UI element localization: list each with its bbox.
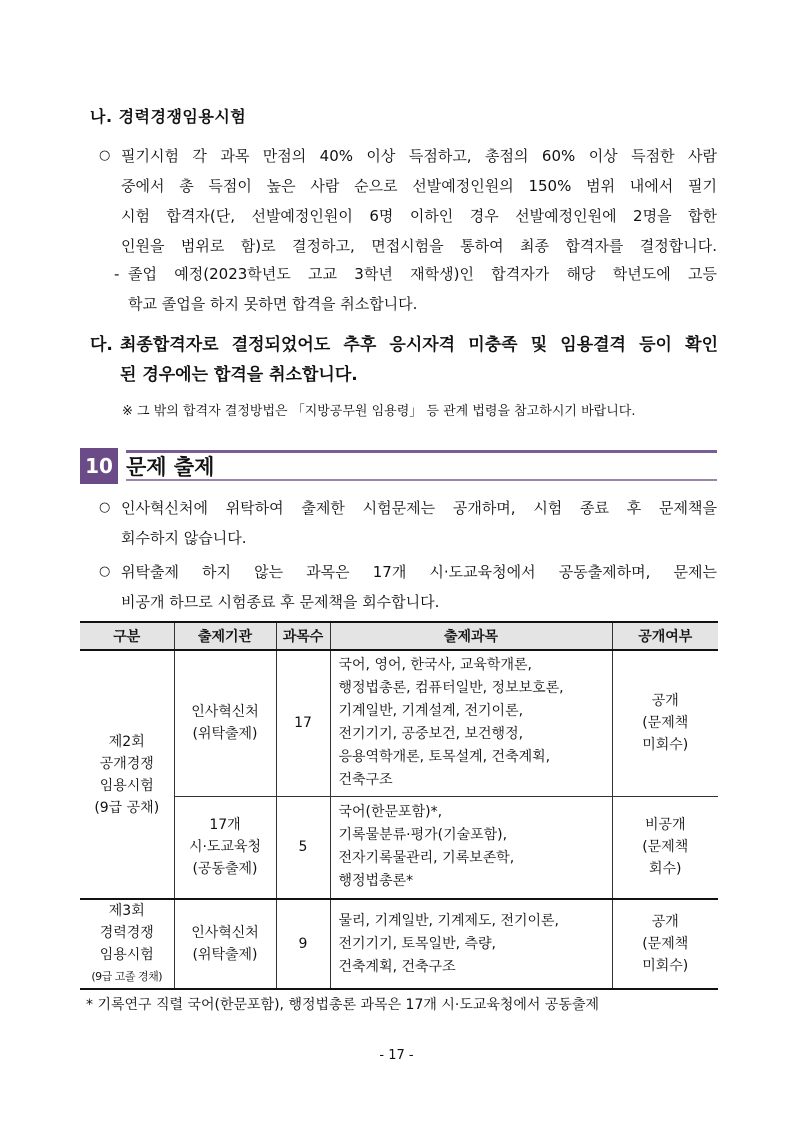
cell-line: 공개 <box>651 914 679 930</box>
agency-cell <box>174 899 276 989</box>
cell-line: (문제책 <box>642 715 689 732</box>
table-row <box>80 899 718 989</box>
cell-line: 기록물분류·평가(기술포함), <box>338 827 508 844</box>
text-line: 회수하지 않습니다. <box>121 529 247 547</box>
exam-question-table <box>80 621 718 990</box>
cell-line: 인사혁신처 <box>191 925 259 941</box>
table-footnote: * 기록연구 직렬 국어(한문포함), 행정법총론 과목은 17개 시·도교육청에서 공동출제 <box>86 997 600 1013</box>
text-line: 중에서 총 득점이 높은 사람 순으로 선발예정인원의 150% 범위 내에서 필기 <box>121 177 717 195</box>
cell-line: 공개 <box>651 693 679 710</box>
cell-line: 건축구조 <box>338 772 393 789</box>
text-line: 위탁출제 하지 않는 과목은 17개 시·도교육청에서 공동출제하며, 문제는 <box>121 563 717 581</box>
section-rule-top <box>126 450 717 453</box>
text-line: 인원을 범위로 함)로 결정하고, 면접시험을 통하여 최종 합격자를 결정합니다. <box>121 237 717 255</box>
cell-line: 물리, 기계일반, 기계제도, 전기이론, <box>338 912 559 929</box>
cell-line: (문제책 <box>642 936 689 952</box>
disclosure-cell <box>612 899 718 989</box>
cell-line: 건축계획, 건축구조 <box>338 958 456 975</box>
cell-line: (공동출제) <box>192 861 258 878</box>
subjects-cell <box>330 650 612 796</box>
section-header-10 <box>80 446 717 486</box>
cell-line: (문제책 <box>642 839 689 856</box>
count-cell: 5 <box>276 796 330 899</box>
disclosure-paragraph-2 <box>99 557 717 617</box>
heading-line: 최종합격자로 결정되었어도 추후 응시자격 미충족 및 임용결격 등이 확인 <box>120 335 718 355</box>
circle-bullet: ○ <box>99 148 111 163</box>
circle-bullet: ○ <box>99 500 111 515</box>
header-subjects: 출제과목 <box>330 622 612 650</box>
text-line: 학교 졸업을 하지 못하면 합격을 취소합니다. <box>128 295 418 313</box>
category-cell <box>80 650 174 899</box>
section-heading-na: 나. 경력경쟁임용시험 <box>90 107 247 126</box>
text-line: 필기시험 각 과목 만점의 40% 이상 득점하고, 총점의 60% 이상 득점한 사람 <box>121 147 717 165</box>
cell-line: 인사혁신처 <box>191 704 259 721</box>
disclosure-paragraph-1 <box>99 493 717 553</box>
disclosure-cell <box>612 650 718 796</box>
cell-line: 시·도교육청 <box>188 839 262 856</box>
cell-line: 제3회 <box>108 903 145 919</box>
header-agency: 출제기관 <box>174 622 276 650</box>
cell-line: 회수) <box>648 861 682 878</box>
cell-line: 임용시험 <box>99 777 154 794</box>
page-number: - 17 - <box>379 1048 414 1063</box>
cell-line: 임용시험 <box>99 947 154 963</box>
section-title: 문제 출제 <box>126 455 215 479</box>
agency-cell <box>174 796 276 899</box>
cell-line: 17개 <box>209 817 241 834</box>
cell-line: 국어, 영어, 한국사, 교육학개론, <box>338 657 532 674</box>
cell-line: 경력경쟁 <box>99 925 154 941</box>
heading-line: 된 경우에는 합격을 취소합니다. <box>120 365 358 385</box>
header-disclosure: 공개여부 <box>612 622 718 650</box>
graduation-note <box>114 259 717 319</box>
cell-line: (위탁출제) <box>192 947 258 963</box>
subjects-cell <box>330 899 612 989</box>
cell-line: 응용역학개론, 토목설계, 건축계획, <box>338 749 551 766</box>
count-cell: 9 <box>276 899 330 989</box>
cell-line: 전기기기, 공중보건, 보건행정, <box>338 726 524 743</box>
text-line: 인사혁신처에 위탁하여 출제한 시험문제는 공개하며, 시험 종료 후 문제책을 <box>121 499 717 517</box>
dash-bullet: - <box>114 265 120 283</box>
cell-line: 행정법총론, 컴퓨터일반, 정보보호론, <box>338 680 564 697</box>
table-row <box>80 796 718 899</box>
subjects-cell <box>330 796 612 899</box>
cell-line: 행정법총론* <box>338 873 414 890</box>
cell-line: (위탁출제) <box>192 726 258 743</box>
agency-cell <box>174 650 276 796</box>
cell-line: (9급 공채) <box>94 799 160 816</box>
text-line: 졸업 예정(2023학년도 고교 3학년 재학생)인 합격자가 해당 학년도에 고등 <box>128 265 717 283</box>
text-line: 시험 합격자(단, 선발예정인원이 6명 이하인 경우 선발예정인원에 2명을 합한 <box>121 207 717 225</box>
reference-note: ※ 그 밖의 합격자 결정방법은 「지방공무원 임용령」 등 관계 법령을 참고하시기 바랍니다. <box>122 404 636 419</box>
cell-line: 전기기기, 토목일반, 측량, <box>338 935 496 952</box>
count-cell: 17 <box>276 650 330 796</box>
cell-line: 공개경쟁 <box>99 755 154 772</box>
disclosure-cell <box>612 796 718 899</box>
category-cell <box>80 899 174 989</box>
cell-line: 제2회 <box>108 733 145 750</box>
section-rule-bottom <box>126 479 717 481</box>
text-line: 비공개 하므로 시험종료 후 문제책을 회수합니다. <box>121 593 440 611</box>
table-header-row <box>80 622 718 650</box>
header-category: 구분 <box>80 622 174 650</box>
section-label: 다. <box>90 335 113 355</box>
selection-paragraph <box>99 141 717 261</box>
cell-line: 전자기록물관리, 기록보존학, <box>338 850 515 867</box>
header-count: 과목수 <box>276 622 330 650</box>
cell-line: 미회수) <box>642 958 689 974</box>
cell-line: (9급 고졸 경채) <box>91 970 163 983</box>
cell-line: 국어(한문포함)*, <box>338 804 443 821</box>
cell-line: 미회수) <box>642 737 689 754</box>
cell-line: 비공개 <box>644 817 686 834</box>
section-number: 10 <box>80 448 118 484</box>
cell-line: 기계일반, 기계설계, 전기이론, <box>338 703 524 720</box>
table-row <box>80 650 718 796</box>
circle-bullet: ○ <box>99 564 111 579</box>
